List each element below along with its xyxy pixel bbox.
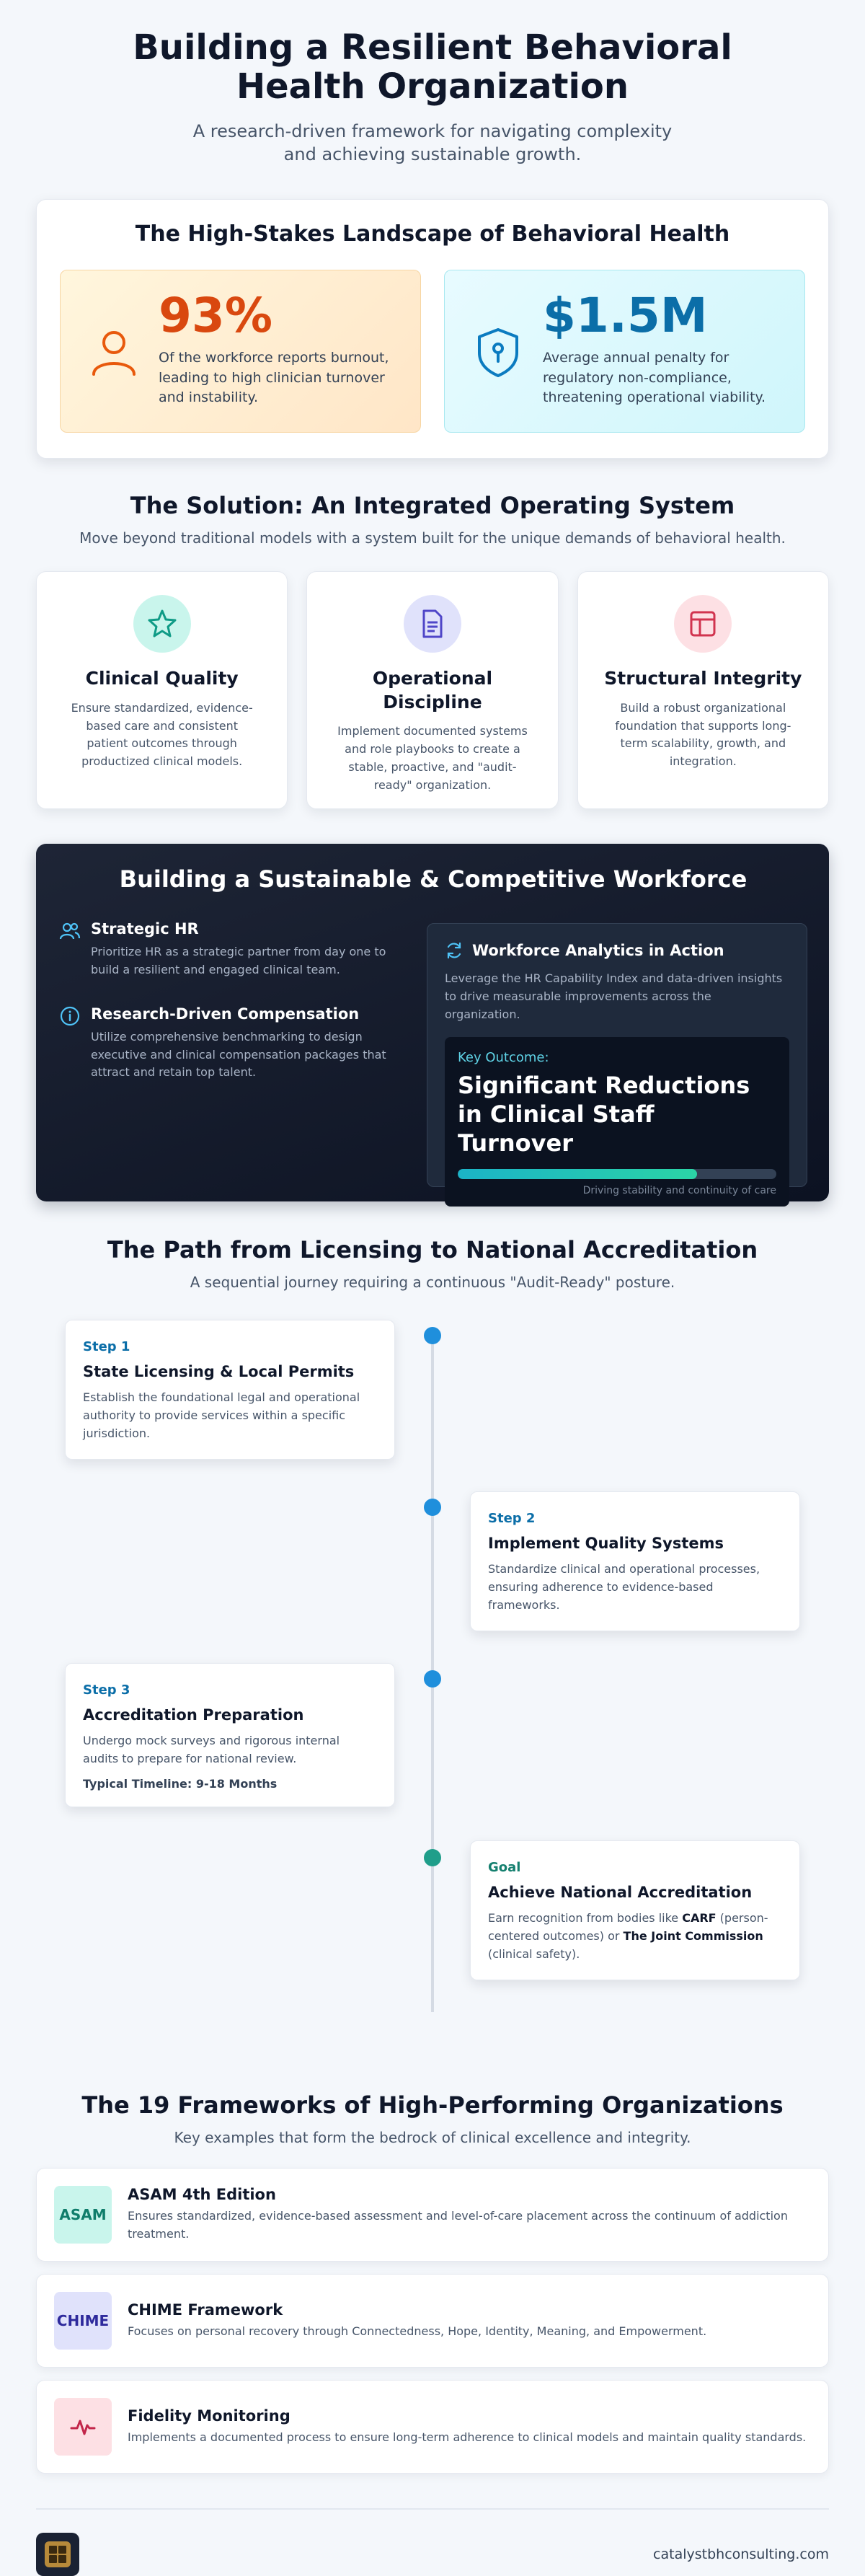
solution-section <box>36 492 829 809</box>
landscape-section <box>36 199 829 459</box>
framework-title: CHIME Framework <box>128 2301 283 2319</box>
framework-item-chime <box>36 2274 829 2368</box>
frameworks-subtitle: Key examples that form the bedrock of clinical excellence and integrity. <box>174 2129 691 2147</box>
framework-title: Fidelity Monitoring <box>128 2407 290 2425</box>
workforce-item-title: Research-Driven Compensation <box>91 1005 360 1023</box>
stat-description: Average annual penalty for regulatory non-compliance, threatening operational viability. <box>543 350 766 406</box>
timeline-dot-goal <box>424 1849 441 1866</box>
workforce-item-description: Prioritize HR as a strategic partner from day one to build a resilient and engaged clinical team. <box>91 945 386 977</box>
step-description: Standardize clinical and operational processes, ensuring adherence to evidence-based frameworks. <box>488 1562 760 1612</box>
framework-description: Focuses on personal recovery through Connectedness, Hope, Identity, Meaning, and Empowerment. <box>128 2324 707 2338</box>
page-subtitle: A research-driven framework for navigating complexity and achieving sustainable growth. <box>192 120 673 164</box>
shield-icon <box>469 324 527 381</box>
logo-mark <box>45 2541 71 2567</box>
framework-body <box>128 2407 806 2447</box>
pillar-icon-circle <box>133 595 191 653</box>
pillar-icon-circle <box>674 595 732 653</box>
pillar-title: Clinical Quality <box>85 668 239 689</box>
step-timeline: Typical Timeline: 9-18 Months <box>83 1776 278 1791</box>
step-card-1 <box>65 1320 395 1459</box>
step-title: State Licensing & Local Permits <box>83 1363 355 1381</box>
stat-card-burnout <box>60 270 421 433</box>
person-icon <box>85 324 143 381</box>
outcome-progress-fill <box>458 1169 697 1179</box>
framework-item-asam <box>36 2168 829 2262</box>
joint-commission-name: The Joint Commission <box>623 1929 763 1944</box>
workforce-item-body <box>91 920 404 979</box>
timeline-dot <box>424 1499 441 1516</box>
info-icon <box>59 1005 81 1027</box>
step-description: Undergo mock surveys and rigorous internal audits to prepare for national review. <box>83 1734 340 1766</box>
solution-header <box>36 492 829 547</box>
pillar-title: Operational Discipline <box>372 668 493 713</box>
framework-body <box>128 2301 706 2341</box>
path-subtitle: A sequential journey requiring a continuous "Audit-Ready" posture. <box>190 1274 675 1292</box>
path-header <box>36 1236 829 1291</box>
step-title: Achieve National Accreditation <box>488 1884 753 1902</box>
pulse-icon <box>68 2412 97 2441</box>
goal-desc-post: (clinical safety). <box>488 1946 580 1961</box>
goal-desc-mid: (person-centered outcomes) or <box>488 1911 768 1944</box>
pillar-operational-discipline <box>306 571 558 809</box>
frameworks-list <box>36 2168 829 2474</box>
pillar-structural-integrity <box>577 571 829 809</box>
outcome-label: Key Outcome: <box>458 1049 549 1065</box>
workforce-item-title: Strategic HR <box>91 920 199 938</box>
workforce-section <box>36 844 829 1201</box>
analytics-title: Workforce Analytics in Action <box>472 942 724 960</box>
workforce-items <box>59 917 404 1187</box>
outcome-value: Significant Reductions in Clinical Staff Turnover <box>458 1071 750 1157</box>
pillar-icon-circle <box>404 595 461 653</box>
framework-badge: CHIME <box>54 2292 112 2350</box>
layout-icon <box>687 608 719 640</box>
pillar-description: Build a robust organizational foundation that supports long-term scalability, growth, and integration. <box>615 700 791 769</box>
step-description: Establish the foundational legal and operational authority to provide services within a specific jurisdiction. <box>83 1390 360 1440</box>
step-title: Implement Quality Systems <box>488 1535 724 1553</box>
page-title: Building a Resilient Behavioral Health Organization <box>133 27 732 107</box>
workforce-item-description: Utilize comprehensive benchmarking to design executive and clinical compensation packages that attract and retain top talent. <box>91 1029 386 1080</box>
framework-description: Implements a documented process to ensure long-term adherence to clinical models and maintain quality standards. <box>128 2430 807 2444</box>
framework-item-fidelity <box>36 2380 829 2474</box>
step-card-3 <box>65 1663 395 1807</box>
step-description <box>488 1910 782 1963</box>
step-tag: Step 1 <box>83 1339 130 1355</box>
footer-website[interactable]: catalystbhconsulting.com <box>653 2546 829 2563</box>
frameworks-section <box>36 2091 829 2474</box>
solution-title: The Solution: An Integrated Operating System <box>130 492 735 520</box>
footer <box>36 2508 829 2576</box>
analytics-header <box>445 941 789 960</box>
brand-logo <box>36 2533 79 2576</box>
stat-body <box>159 288 396 408</box>
framework-badge <box>54 2398 112 2456</box>
workforce-row <box>59 917 807 1196</box>
workforce-item-body <box>91 1005 404 1082</box>
users-icon <box>59 920 81 942</box>
step-title: Accreditation Preparation <box>83 1706 304 1724</box>
pillar-description: Implement documented systems and role playbooks to create a stable, proactive, and "audit-ready" organization. <box>337 724 528 792</box>
path-title: The Path from Licensing to National Accreditation <box>107 1236 758 1264</box>
outcome-caption: Driving stability and continuity of care <box>582 1184 776 1196</box>
landscape-title: The High-Stakes Landscape of Behavioral Health <box>135 221 730 247</box>
refresh-icon <box>445 941 463 960</box>
frameworks-title: The 19 Frameworks of High-Performing Organizations <box>81 2091 784 2120</box>
step-card-2 <box>470 1491 800 1631</box>
document-icon <box>417 608 448 640</box>
pillar-title: Structural Integrity <box>604 668 802 689</box>
step-tag: Step 2 <box>488 1511 536 1527</box>
stat-value: $1.5M <box>543 288 708 344</box>
outcome-progress-track <box>458 1169 776 1179</box>
framework-body <box>128 2186 811 2244</box>
path-section <box>36 1236 829 2077</box>
key-outcome <box>445 1037 789 1207</box>
step-card-goal <box>470 1840 800 1980</box>
analytics-card <box>427 923 807 1196</box>
frameworks-header <box>36 2091 829 2146</box>
carf-name: CARF <box>682 1911 717 1926</box>
stat-description: Of the workforce reports burnout, leading to high clinician turnover and instability. <box>159 350 389 406</box>
hero <box>36 0 829 166</box>
step-tag: Goal <box>488 1860 521 1876</box>
stat-body <box>543 288 780 408</box>
star-icon <box>146 608 178 640</box>
workforce-item-compensation <box>59 1005 404 1082</box>
pillars <box>36 571 829 809</box>
timeline <box>36 1320 829 2077</box>
pillar-clinical-quality <box>36 571 288 809</box>
analytics-description: Leverage the HR Capability Index and data-driven insights to drive measurable improvements across the organization. <box>445 971 783 1021</box>
pillar-description: Ensure standardized, evidence-based care and consistent patient outcomes through productized clinical models. <box>71 700 253 769</box>
framework-description: Ensures standardized, evidence-based assessment and level-of-care placement across the continuum of addiction treatment. <box>128 2209 788 2241</box>
solution-subtitle: Move beyond traditional models with a system built for the unique demands of behavioral health. <box>79 529 786 547</box>
stat-row <box>60 270 805 433</box>
timeline-dot <box>424 1327 441 1344</box>
step-tag: Step 3 <box>83 1682 130 1698</box>
workforce-title: Building a Sustainable & Competitive Workforce <box>119 865 748 894</box>
stat-value: 93% <box>159 288 272 344</box>
goal-desc-pre: Earn recognition from bodies like <box>488 1911 683 1926</box>
stat-card-penalty <box>444 270 805 433</box>
workforce-item-strategic-hr <box>59 920 404 979</box>
framework-badge: ASAM <box>54 2186 112 2244</box>
timeline-dot <box>424 1670 441 1688</box>
framework-title: ASAM 4th Edition <box>128 2186 276 2204</box>
